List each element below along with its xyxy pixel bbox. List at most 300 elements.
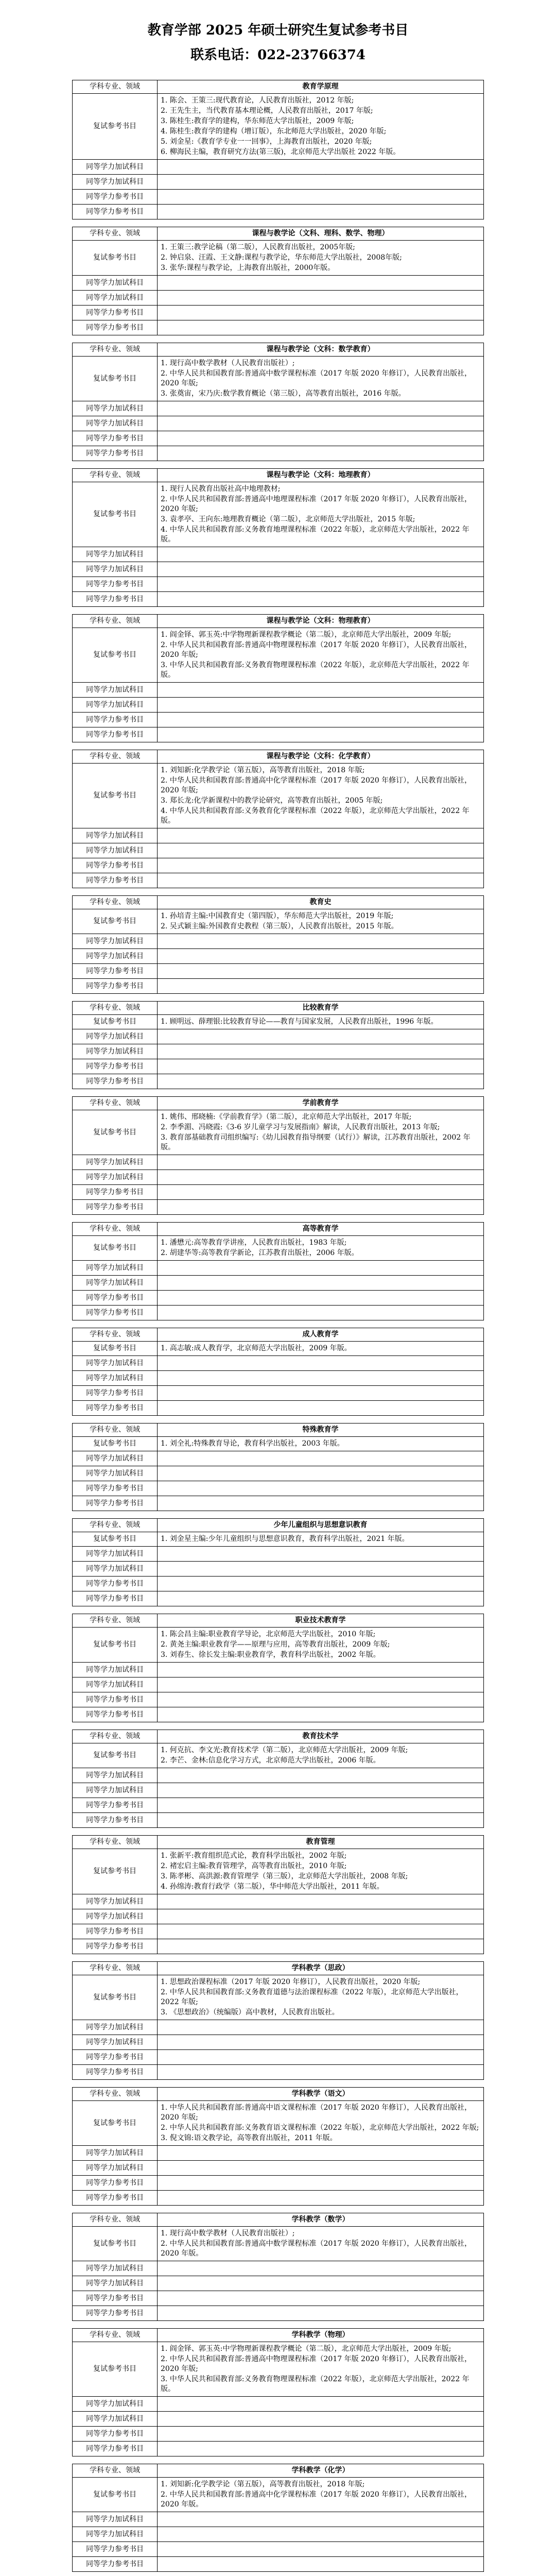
row-label: 同等学力参考书目 — [73, 2050, 158, 2065]
reference-list — [158, 2101, 484, 2146]
ref-label: 复试参考书目 — [73, 1532, 158, 1547]
table-row — [73, 94, 484, 160]
table-row — [73, 1909, 484, 1924]
ref-label: 复试参考书目 — [73, 1342, 158, 1356]
subject-name: 比较教育学 — [158, 1002, 484, 1015]
reference-item: 2. 胡建华等:高等教育学新论，江苏教育出版社，2006 年版。 — [161, 1249, 359, 1257]
row-label: 同等学力加试科目 — [73, 2397, 158, 2412]
table-row — [73, 713, 484, 727]
empty-cell — [158, 843, 484, 858]
table-row — [73, 1849, 484, 1894]
subject-table — [72, 1328, 484, 1416]
field-label: 学科专业、领域 — [73, 227, 158, 241]
row-label: 同等学力加试科目 — [73, 683, 158, 698]
empty-cell — [158, 2512, 484, 2527]
table-row — [73, 1591, 484, 1606]
table-row — [73, 2478, 484, 2512]
empty-cell — [158, 1894, 484, 1909]
row-label: 同等学力参考书目 — [73, 1591, 158, 1606]
subject-name: 特殊教育学 — [158, 1423, 484, 1437]
empty-cell — [158, 1185, 484, 1200]
empty-cell — [158, 592, 484, 607]
table-row — [73, 1029, 484, 1044]
empty-cell — [158, 2291, 484, 2306]
reference-item: 4. 中华人民共和国教育部:义务教育地理课程标准（2022 年版），北京师范大学出版社，2022 年版。 — [161, 526, 470, 544]
empty-cell — [158, 858, 484, 873]
table-row — [73, 241, 484, 276]
table-row — [73, 2342, 484, 2397]
table-row — [73, 2291, 484, 2306]
subject-name: 课程与教学论（文科：物理教育） — [158, 615, 484, 628]
row-label: 同等学力参考书目 — [73, 1924, 158, 1939]
reference-item: 1. 高志敏:成人教育学，北京师范大学出版社，2009 年版。 — [161, 1344, 352, 1352]
empty-cell — [158, 276, 484, 291]
subject-name: 成人教育学 — [158, 1328, 484, 1342]
field-label: 学科专业、领域 — [73, 1836, 158, 1849]
field-label: 学科专业、领域 — [73, 2329, 158, 2342]
table-row — [73, 1532, 484, 1547]
table-row — [73, 1481, 484, 1496]
empty-cell — [158, 190, 484, 205]
reference-item: 3. 陈孝彬、高洪源:教育管理学（第三版），北京师范大学出版社，2008 年版; — [161, 1872, 408, 1880]
row-label: 同等学力加试科目 — [73, 2527, 158, 2542]
reference-item: 2. 吴式颖主编:外国教育史教程（第三版），人民教育出版社，2015 年版。 — [161, 922, 398, 930]
empty-cell — [158, 727, 484, 742]
table-row — [73, 469, 484, 482]
row-label: 同等学力参考书目 — [73, 979, 158, 994]
subject-name: 课程与教学论（文科：化学教育） — [158, 750, 484, 764]
ref-label: 复试参考书目 — [73, 2101, 158, 2146]
ref-label: 复试参考书目 — [73, 94, 158, 160]
table-row — [73, 1562, 484, 1577]
empty-cell — [158, 1044, 484, 1059]
table-row — [73, 1236, 484, 1261]
reference-item: 1. 刘知新:化学教学论（第五版），高等教育出版社，2018 年版; — [161, 766, 365, 774]
reference-item: 2. 李芒、金林:信息化学习方式，北京师范大学出版社，2006 年版。 — [161, 1756, 380, 1765]
table-row — [73, 1261, 484, 1276]
ref-label: 复试参考书目 — [73, 1975, 158, 2020]
field-label: 学科专业、领域 — [73, 469, 158, 482]
table-row — [73, 2161, 484, 2176]
field-label: 学科专业、领域 — [73, 2213, 158, 2227]
reference-item: 1. 思想政治课程标准（2017 年版 2020 年修订），人民教育出版社，2020 年版; — [161, 1978, 421, 1986]
table-row — [73, 2213, 484, 2227]
empty-cell — [158, 2161, 484, 2176]
field-label: 学科专业、领域 — [73, 615, 158, 628]
row-label: 同等学力加试科目 — [73, 1466, 158, 1481]
table-row — [73, 750, 484, 764]
subject-table — [72, 1518, 484, 1606]
row-label: 同等学力加试科目 — [73, 2020, 158, 2035]
reference-item: 5. 刘金星:《教育学专业一一回事》，上海教育出版社，2020 年版; — [161, 138, 372, 146]
ref-label: 复试参考书目 — [73, 2478, 158, 2512]
row-label: 同等学力参考书目 — [73, 727, 158, 742]
row-label: 同等学力参考书目 — [73, 306, 158, 320]
empty-cell — [158, 2306, 484, 2321]
reference-item: 1. 陈会昌主编:职业教育学导论，北京师范大学出版社，2010 年版; — [161, 1630, 376, 1638]
empty-cell — [158, 2397, 484, 2412]
row-label: 同等学力参考书目 — [73, 2065, 158, 2080]
reference-item: 1. 张新平:教育组织范式论，教育科学出版社，2002 年版; — [161, 1852, 347, 1860]
subject-table — [72, 1730, 484, 1828]
table-row — [73, 431, 484, 446]
table-row — [73, 1730, 484, 1743]
table-row — [73, 2101, 484, 2146]
empty-cell — [158, 1200, 484, 1215]
reference-item: 1. 刘知新:化学教学论（第五版），高等教育出版社，2018 年版; — [161, 2480, 365, 2488]
table-row — [73, 1466, 484, 1481]
reference-list — [158, 1015, 484, 1029]
empty-cell — [158, 1276, 484, 1291]
table-row — [73, 1223, 484, 1236]
reference-item: 1. 现行高中数学教材（人民教育出版社）; — [161, 2229, 295, 2238]
table-row — [73, 2020, 484, 2035]
row-label: 同等学力参考书目 — [73, 1291, 158, 1306]
subject-name: 教育技术学 — [158, 1730, 484, 1743]
empty-cell — [158, 1291, 484, 1306]
subject-name: 教育史 — [158, 896, 484, 909]
empty-cell — [158, 1155, 484, 1170]
ref-label: 复试参考书目 — [73, 1849, 158, 1894]
subject-name: 课程与教学论（文科：地理教育） — [158, 469, 484, 482]
table-row — [73, 1677, 484, 1692]
reference-item: 2. 黄尧主编:职业教育学——原理与应用，高等教育出版社，2009 年版; — [161, 1640, 390, 1649]
ref-label: 复试参考书目 — [73, 764, 158, 828]
reference-item: 1. 阎金铎、郭玉英:中学物理新课程教学概论（第二版），北京师范大学出版社，2009 年版; — [161, 2345, 451, 2353]
reference-list — [158, 1342, 484, 1356]
empty-cell — [158, 1306, 484, 1320]
row-label: 同等学力参考书目 — [73, 1813, 158, 1828]
row-label: 同等学力参考书目 — [73, 190, 158, 205]
reference-list — [158, 1975, 484, 2020]
table-row — [73, 1342, 484, 1356]
empty-cell — [158, 1783, 484, 1798]
subject-name: 学前教育学 — [158, 1097, 484, 1110]
row-label: 同等学力加试科目 — [73, 1044, 158, 1059]
table-row — [73, 628, 484, 683]
row-label: 同等学力加试科目 — [73, 1155, 158, 1170]
reference-item: 2. 中华人民共和国教育部:普通高中数学课程标准（2017 年版 2020 年修订），人民教育出版社，2020 年版。 — [161, 2240, 472, 2258]
row-label: 同等学力参考书目 — [73, 2427, 158, 2442]
table-row — [73, 2035, 484, 2050]
row-label: 同等学力加试科目 — [73, 2276, 158, 2291]
row-label: 同等学力参考书目 — [73, 1074, 158, 1089]
empty-cell — [158, 1577, 484, 1591]
empty-cell — [158, 562, 484, 577]
subject-name: 学科教学（化学） — [158, 2464, 484, 2478]
reference-item: 1. 刘全礼:特殊教育导论，教育科学出版社，2003 年版。 — [161, 1439, 344, 1448]
empty-cell — [158, 1401, 484, 1416]
table-row — [73, 1939, 484, 1954]
empty-cell — [158, 1909, 484, 1924]
table-row — [73, 2276, 484, 2291]
reference-item: 2. 王先生主，当代教育基本理论概，人民教育出版社，2017 年版; — [161, 107, 373, 115]
reference-item: 3. 张奠宙，宋乃庆:数学教育概论（第三版），高等教育出版社，2016 年版。 — [161, 389, 406, 398]
table-row — [73, 2442, 484, 2456]
subject-table — [72, 750, 484, 888]
field-label: 学科专业、领域 — [73, 1328, 158, 1342]
subject-table — [72, 895, 484, 994]
row-label: 同等学力加试科目 — [73, 698, 158, 713]
table-row — [73, 205, 484, 219]
row-label: 同等学力参考书目 — [73, 1059, 158, 1074]
empty-cell — [158, 1371, 484, 1386]
empty-cell — [158, 713, 484, 727]
table-row — [73, 1423, 484, 1437]
reference-item: 1. 顾明远、薛理银:比较教育导论——教育与国家发展，人民教育出版社，1996 年版。 — [161, 1018, 438, 1026]
ref-label: 复试参考书目 — [73, 241, 158, 276]
row-label: 同等学力参考书目 — [73, 1939, 158, 1954]
table-row — [73, 909, 484, 934]
row-label: 同等学力参考书目 — [73, 2542, 158, 2557]
field-label: 学科专业、领域 — [73, 1223, 158, 1236]
table-row — [73, 1097, 484, 1110]
ref-label: 复试参考书目 — [73, 1437, 158, 1451]
reference-item: 1. 潘懋元:高等教育学讲座，人民教育出版社，1983 年版; — [161, 1239, 347, 1247]
reference-list — [158, 2478, 484, 2512]
empty-cell — [158, 175, 484, 190]
ref-label: 复试参考书目 — [73, 357, 158, 401]
table-row — [73, 1200, 484, 1215]
ref-label: 复试参考书目 — [73, 1628, 158, 1663]
empty-cell — [158, 1813, 484, 1828]
field-label: 学科专业、领域 — [73, 1423, 158, 1437]
reference-list — [158, 1437, 484, 1451]
reference-list — [158, 1849, 484, 1894]
row-label: 同等学力加试科目 — [73, 843, 158, 858]
table-row — [73, 1707, 484, 1722]
ref-label: 复试参考书目 — [73, 2342, 158, 2397]
table-row — [73, 320, 484, 335]
ref-label: 复试参考书目 — [73, 1236, 158, 1261]
reference-item: 2. 中华人民共和国教育部:普通高中化学课程标准（2017 年版 2020 年修订），人民教育出版社，2020 年版; — [161, 776, 472, 794]
ref-label: 复试参考书目 — [73, 1743, 158, 1768]
row-label: 同等学力加试科目 — [73, 1663, 158, 1677]
empty-cell — [158, 1029, 484, 1044]
table-row — [73, 2088, 484, 2101]
subject-name: 学科教学（物理） — [158, 2329, 484, 2342]
table-row — [73, 1836, 484, 1849]
row-label: 同等学力加试科目 — [73, 1677, 158, 1692]
table-row — [73, 1170, 484, 1185]
table-row — [73, 1962, 484, 1975]
empty-cell — [158, 2065, 484, 2080]
table-row — [73, 2227, 484, 2261]
subject-table — [72, 80, 484, 219]
reference-item: 1. 现行人民教育出版社高中地理教材; — [161, 485, 281, 493]
row-label: 同等学力参考书目 — [73, 2176, 158, 2191]
table-row — [73, 1547, 484, 1562]
table-row — [73, 1798, 484, 1813]
table-row — [73, 1519, 484, 1532]
reference-item: 1. 现行高中数学教材（人民教育出版社）; — [161, 359, 295, 367]
reference-item: 1. 中华人民共和国教育部:普通高中语文课程标准（2017 年版 2020 年修订），人民教育出版社，2020 年版; — [161, 2104, 472, 2122]
reference-item: 3. 陈桂生:教育学的建构，华东师范大学出版社，2009 年版; — [161, 117, 354, 125]
row-label: 同等学力加试科目 — [73, 2146, 158, 2161]
row-label: 同等学力加试科目 — [73, 1029, 158, 1044]
subject-name: 学科教学（数学） — [158, 2213, 484, 2227]
reference-item: 1. 刘金星主编:少年儿童组织与思想意识教育，教育科学出版社，2021 年版。 — [161, 1535, 409, 1543]
reference-item: 3. 倪文锦:语文教学论，高等教育出版社，2011 年版。 — [161, 2134, 337, 2142]
empty-cell — [158, 1059, 484, 1074]
table-row — [73, 2306, 484, 2321]
reference-tables — [72, 80, 484, 2576]
empty-cell — [158, 1074, 484, 1089]
table-row — [73, 2329, 484, 2342]
row-label: 同等学力参考书目 — [73, 964, 158, 979]
row-label: 同等学力参考书目 — [73, 1707, 158, 1722]
empty-cell — [158, 306, 484, 320]
subject-name: 教育学原理 — [158, 80, 484, 94]
row-label: 同等学力参考书目 — [73, 320, 158, 335]
row-label: 同等学力加试科目 — [73, 2035, 158, 2050]
table-row — [73, 401, 484, 416]
empty-cell — [158, 2412, 484, 2427]
empty-cell — [158, 1663, 484, 1677]
reference-item: 1. 何克抗、李文光:教育技术学（第二版），北京师范大学出版社，2009 年版; — [161, 1746, 408, 1754]
empty-cell — [158, 416, 484, 431]
row-label: 同等学力参考书目 — [73, 2306, 158, 2321]
reference-item: 4. 中华人民共和国教育部:义务教育化学课程标准（2022 年版），北京师范大学出版社，2022 年版。 — [161, 807, 470, 825]
table-row — [73, 1306, 484, 1320]
row-label: 同等学力加试科目 — [73, 160, 158, 175]
table-row — [73, 1813, 484, 1828]
table-row — [73, 592, 484, 607]
row-label: 同等学力参考书目 — [73, 2442, 158, 2456]
empty-cell — [158, 1261, 484, 1276]
table-row — [73, 190, 484, 205]
table-row — [73, 175, 484, 190]
row-label: 同等学力参考书目 — [73, 1401, 158, 1416]
row-label: 同等学力参考书目 — [73, 205, 158, 219]
empty-cell — [158, 683, 484, 698]
table-row — [73, 1924, 484, 1939]
table-row — [73, 2527, 484, 2542]
table-row — [73, 1577, 484, 1591]
empty-cell — [158, 1547, 484, 1562]
row-label: 同等学力参考书目 — [73, 592, 158, 607]
subject-table — [72, 468, 484, 607]
table-row — [73, 577, 484, 592]
table-row — [73, 1356, 484, 1371]
ref-label: 复试参考书目 — [73, 909, 158, 934]
row-label: 同等学力参考书目 — [73, 431, 158, 446]
empty-cell — [158, 320, 484, 335]
reference-item: 3. 郑长龙:化学新课程中的教学论研究，高等教育出版社，2005 年版; — [161, 796, 383, 805]
table-row — [73, 482, 484, 547]
table-row — [73, 1185, 484, 1200]
row-label: 同等学力加试科目 — [73, 2161, 158, 2176]
table-row — [73, 276, 484, 291]
reference-list — [158, 2342, 484, 2397]
subject-table — [72, 1423, 484, 1511]
subject-table — [72, 2213, 484, 2321]
ref-label: 复试参考书目 — [73, 1015, 158, 1029]
empty-cell — [158, 934, 484, 949]
reference-item: 2. 中华人民共和国教育部:义务教育语文课程标准（2022 年版），北京师范大学出版社，2022 年版; — [161, 2124, 479, 2132]
reference-item: 2. 中华人民共和国教育部:普通高中物理课程标准（2017 年版 2020 年修订），人民教育出版社，2020 年版; — [161, 641, 472, 659]
reference-item: 2. 李季湄、冯晓霞:《3-6 岁儿童学习与发展指南》解读，人民教育出版社，2013 年版; — [161, 1123, 440, 1131]
row-label: 同等学力参考书目 — [73, 446, 158, 461]
row-label: 同等学力加试科目 — [73, 1451, 158, 1466]
reference-list — [158, 1110, 484, 1155]
empty-cell — [158, 2146, 484, 2161]
empty-cell — [158, 2176, 484, 2191]
reference-item: 2. 中华人民共和国教育部:普通高中化学课程标准（2017 年版 2020 年修订），人民教育出版社，2020 年版。 — [161, 2490, 472, 2509]
table-row — [73, 1614, 484, 1628]
table-row — [73, 446, 484, 461]
row-label: 同等学力加试科目 — [73, 934, 158, 949]
row-label: 同等学力参考书目 — [73, 1798, 158, 1813]
empty-cell — [158, 698, 484, 713]
subject-table — [72, 1096, 484, 1215]
reference-item: 2. 中华人民共和国教育部:普通高中物理课程标准（2017 年版 2020 年修订），人民教育出版社，2020 年版; — [161, 2355, 472, 2373]
table-row — [73, 1074, 484, 1089]
empty-cell — [158, 828, 484, 843]
row-label: 同等学力加试科目 — [73, 1261, 158, 1276]
empty-cell — [158, 446, 484, 461]
empty-cell — [158, 1591, 484, 1606]
empty-cell — [158, 2542, 484, 2557]
table-row — [73, 416, 484, 431]
table-row — [73, 2397, 484, 2412]
row-label: 同等学力参考书目 — [73, 713, 158, 727]
ref-label: 复试参考书目 — [73, 2227, 158, 2261]
reference-item: 3. 中华人民共和国教育部:义务教育物理课程标准（2022 年版），北京师范大学出版社，2022 年版。 — [161, 661, 470, 679]
row-label: 同等学力加试科目 — [73, 291, 158, 306]
row-label: 同等学力加试科目 — [73, 1356, 158, 1371]
reference-item: 3. 张华:课程与教学论，上海教育出版社，2000年版。 — [161, 264, 335, 272]
row-label: 同等学力加试科目 — [73, 1562, 158, 1577]
subject-table — [72, 1001, 484, 1089]
reference-item: 1. 阎金铎、郭玉英:中学物理新课程教学概论（第二版），北京师范大学出版社，2009 年版; — [161, 631, 451, 639]
row-label: 同等学力加试科目 — [73, 1894, 158, 1909]
row-label: 同等学力参考书目 — [73, 858, 158, 873]
table-row — [73, 1496, 484, 1511]
subject-name: 教育管理 — [158, 1836, 484, 1849]
row-label: 同等学力参考书目 — [73, 1577, 158, 1591]
reference-list — [158, 764, 484, 828]
field-label: 学科专业、领域 — [73, 1614, 158, 1628]
empty-cell — [158, 2050, 484, 2065]
table-row — [73, 1401, 484, 1416]
table-row — [73, 1015, 484, 1029]
row-label: 同等学力加试科目 — [73, 175, 158, 190]
field-label: 学科专业、领域 — [73, 896, 158, 909]
empty-cell — [158, 1481, 484, 1496]
table-row — [73, 615, 484, 628]
table-row — [73, 2464, 484, 2478]
table-row — [73, 949, 484, 964]
table-row — [73, 1110, 484, 1155]
empty-cell — [158, 1170, 484, 1185]
table-row — [73, 1663, 484, 1677]
table-row — [73, 1743, 484, 1768]
table-row — [73, 843, 484, 858]
field-label: 学科专业、领域 — [73, 750, 158, 764]
reference-item: 2. 中华人民共和国教育部:普通高中地理课程标准（2017 年版 2020 年修订），人民教育出版社，2020 年版; — [161, 495, 472, 513]
row-label: 同等学力参考书目 — [73, 2191, 158, 2206]
table-row — [73, 979, 484, 994]
table-row — [73, 227, 484, 241]
empty-cell — [158, 1692, 484, 1707]
subject-table — [72, 1961, 484, 2080]
subject-name: 高等教育学 — [158, 1223, 484, 1236]
empty-cell — [158, 1707, 484, 1722]
empty-cell — [158, 873, 484, 888]
table-row — [73, 160, 484, 175]
reference-item: 2. 中华人民共和国教育部:义务教育道德与法治课程标准（2022 年版），北京师范大学出版社，2022 年版; — [161, 1988, 463, 2006]
